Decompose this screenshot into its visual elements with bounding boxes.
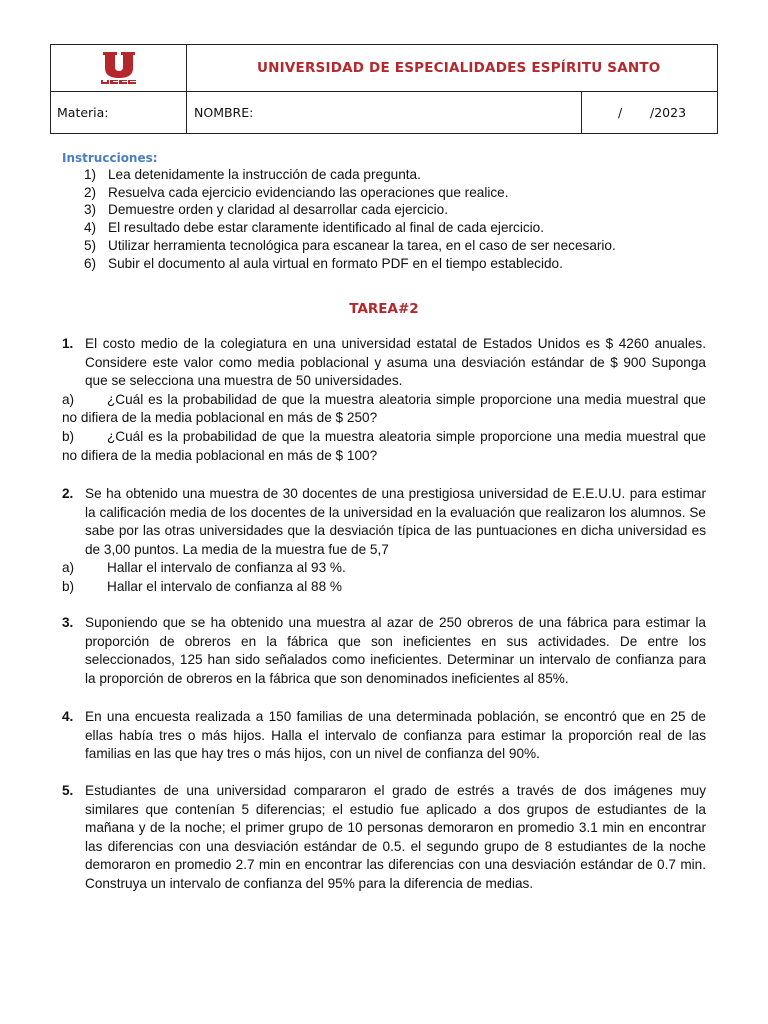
instruction-number: 2): [84, 184, 97, 200]
sub-letter: b): [62, 428, 75, 444]
materia-field: [51, 91, 187, 133]
problem-3: [62, 614, 706, 688]
date-field: [582, 91, 717, 147]
materia-label: Materia:: [57, 105, 109, 120]
instructions-list: [84, 166, 616, 272]
sub-text: Hallar el intervalo de confianza al 88 %: [107, 578, 343, 594]
date-slash: /: [618, 105, 623, 120]
problem-text: Estudiantes de una universidad compararon el grado de estrés a través de dos imágenes muy similares que contenían 5 diferencias; el estudio fue aplicado a dos grupos de estudiantes de la mañana y de la noche; el primer grupo de 10 personas demoraron en promedio 3.1 min en encontrar las diferencias con una desviación estándar de 0.5. el segundo grupo de 8 estudiantes de la noche demoraron en promedio 2.7 min en encontrar las diferencias con una desviación estándar de 0.7 min. Construya un intervalo de confianza del 95% para la diferencia de medias.: [85, 783, 706, 891]
instruction-item: [84, 184, 616, 202]
nombre-label: NOMBRE:: [194, 105, 254, 120]
instruction-text: Demuestre orden y claridad al desarrollar cada ejercicio.: [108, 202, 449, 218]
instruction-text: El resultado debe estar claramente identificado al final de cada ejercicio.: [108, 220, 545, 236]
problem-number: 4.: [62, 709, 74, 724]
header-row-top: [51, 45, 717, 92]
instruction-item: [84, 255, 616, 273]
problem-text: Suponiendo que se ha obtenido una muestra al azar de 250 obreros de una fábrica para estimar la proporción de obreros en la fábrica que son ineficientes en sus actividades. De entre los seleccionados, 125 han sido señalados como ineficientes. Determinar un intervalo de confianza para la proporción de obreros en la fábrica que son denominados ineficientes al 85%.: [85, 615, 706, 686]
problem-text: En una encuesta realizada a 150 familias de una determinada población, se encontró que en 25 de ellas había tres o más hijos. Halla el intervalo de confianza para estimar la proporción real de las familias en las que hay tres o más hijos, con un nivel de confianza del 90%.: [85, 709, 706, 762]
instruction-item: [84, 166, 616, 184]
sub-text: Hallar el intervalo de confianza al 93 %.: [107, 560, 346, 576]
problem-4: [62, 708, 706, 764]
problem-text: El costo medio de la colegiatura en una universidad estatal de Estados Unidos es $ 4260 anuales. Considere este valor como media poblacional y asuma una desviación estándar de $ 900 Suponga que se selecciona una muestra de 50 universidades.: [85, 336, 706, 389]
instruction-text: Utilizar herramienta tecnológica para escanear la tarea, en el caso de ser necesario.: [108, 237, 616, 253]
instruction-number: 3): [84, 202, 97, 218]
instruction-text: Lea detenidamente la instrucción de cada pregunta.: [108, 167, 421, 182]
logo-cell: [51, 45, 187, 91]
university-name: UNIVERSIDAD DE ESPECIALIDADES ESPÍRITU SANTO: [257, 60, 661, 76]
header-row-fields: [51, 91, 717, 133]
problem-number: 5.: [62, 783, 74, 798]
instructions-heading: Instrucciones:: [62, 151, 158, 165]
problem-5: [62, 782, 706, 894]
sub-text: ¿Cuál es la probabilidad de que la muestra aleatoria simple proporcione una media muestral que no difiera de la media poblacional en más de $ 250?: [62, 391, 706, 426]
instruction-number: 4): [84, 220, 97, 236]
problem-text: Se ha obtenido una muestra de 30 docentes de una prestigiosa universidad de E.E.U.U. para estimar la calificación media de los docentes de la universidad en la evaluación que realizaron los alumnos. Se sabe por las otras universidades que la desviación típica de las puntuaciones en dicha universidad es de 3,00 puntos. La media de la muestra fue de 5,7: [85, 486, 706, 557]
sub-letter: b): [62, 578, 75, 594]
instruction-text: Subir el documento al aula virtual en formato PDF en el tiempo establecido.: [108, 255, 563, 271]
sub-letter: a): [62, 391, 75, 407]
instruction-item: [84, 219, 616, 237]
nombre-field: [187, 91, 582, 133]
problem-1: [62, 335, 706, 465]
problem-number: 3.: [62, 615, 74, 630]
problem-sub-a: [62, 559, 706, 578]
date-year: /2023: [650, 105, 687, 120]
sub-letter: a): [62, 560, 75, 576]
instruction-item: [84, 237, 616, 255]
problem-sub-b: [62, 428, 706, 465]
instruction-number: 1): [84, 167, 97, 182]
instruction-number: 6): [84, 255, 97, 271]
assignment-title: TAREA#2: [349, 301, 419, 317]
instruction-item: [84, 201, 616, 219]
university-logo: [97, 51, 141, 85]
problem-2: [62, 485, 706, 597]
instruction-number: 5): [84, 237, 97, 253]
university-cell: [187, 45, 717, 91]
header-table: [50, 44, 718, 134]
sub-text: ¿Cuál es la probabilidad de que la muestra aleatoria simple proporcione una media muestral que no difiera de la media poblacional en más de $ 100?: [62, 428, 706, 463]
problem-sub-a: [62, 391, 706, 428]
instruction-text: Resuelva cada ejercicio evidenciando las operaciones que realice.: [108, 184, 509, 200]
problem-sub-b: [62, 578, 706, 597]
problem-number: 2.: [62, 486, 74, 501]
problem-number: 1.: [62, 336, 74, 351]
